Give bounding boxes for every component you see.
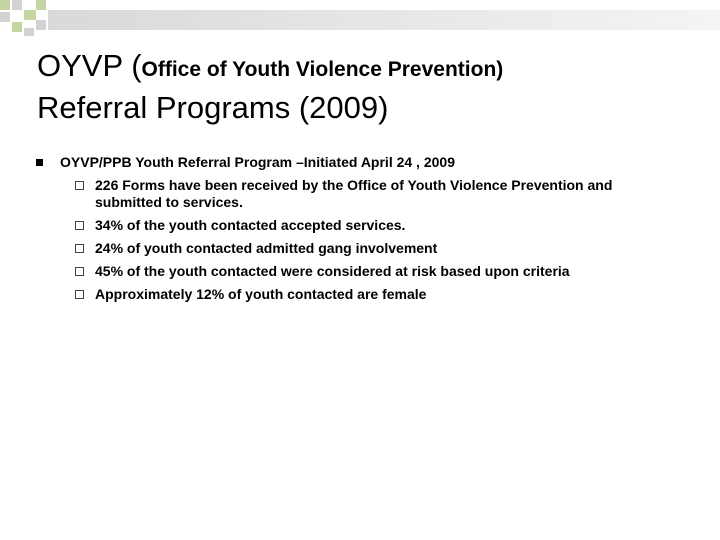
list-item [36,286,676,303]
decorative-checker-band [0,0,720,36]
slide-title [37,47,697,127]
sub-bullet-list [36,177,676,303]
hollow-square-bullet-icon [75,290,84,299]
title-close-paren: ) [496,58,504,81]
list-item-text: Approximately 12% of youth contacted are female [95,286,427,302]
list-item-text: 226 Forms have been received by the Office of Youth Violence Prevention and submitted to services. [95,177,613,210]
hollow-square-bullet-icon [75,244,84,253]
list-item-text: 24% of youth contacted admitted gang involvement [95,240,438,256]
list-item [36,240,676,257]
list-item [36,263,676,280]
list-item [36,217,676,234]
title-abbrev: OYVP ( [37,48,142,83]
title-line-1 [37,47,697,89]
hollow-square-bullet-icon [75,221,84,230]
hollow-square-bullet-icon [75,181,84,190]
title-line-2: Referral Programs (2009) [37,90,389,125]
main-bullet-text: OYVP/PPB Youth Referral Program –Initiated April 24 , 2009 [60,154,455,170]
list-item-text: 34% of the youth contacted accepted services. [95,217,406,233]
hollow-square-bullet-icon [75,267,84,276]
square-bullet-icon [36,159,43,166]
list-item [36,177,676,211]
main-bullet [36,153,676,171]
content-list [36,153,676,309]
list-item-text: 45% of the youth contacted were considered at risk based upon criteria [95,263,570,279]
title-office-name: Office of Youth Violence Prevention [141,58,497,81]
